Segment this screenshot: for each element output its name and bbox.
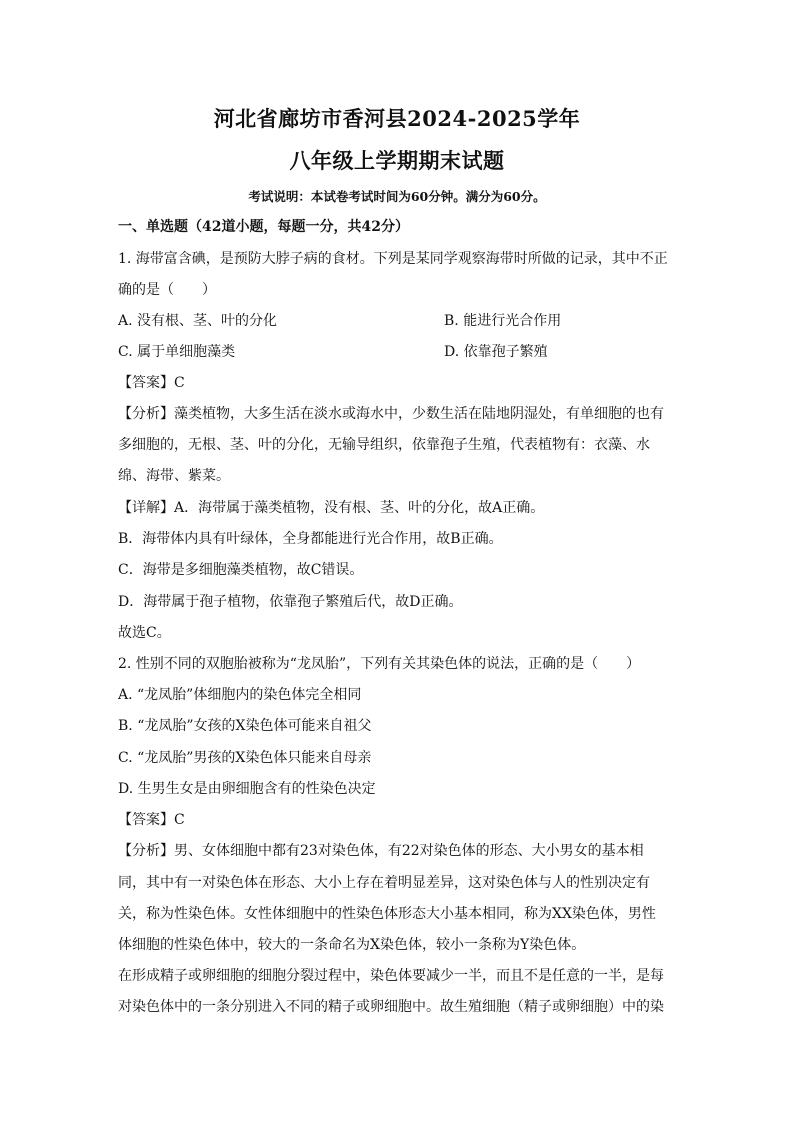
q1-detail-line4: D．海带属于孢子植物，依靠孢子繁殖后代，故D正确。 [118, 594, 463, 610]
q1-answer: 【答案】C [118, 375, 185, 391]
section-heading: 一、单选题（42道小题，每题一分，共42分） [118, 219, 409, 235]
document-title-line1: 河北省廊坊市香河县2024-2025学年 [213, 106, 581, 131]
q1-analysis-line2: 多细胞的，无根、茎、叶的分化，无输导组织，依靠孢子生殖，代表植物有：衣藻、水 [118, 437, 650, 453]
q2-analysis-line1: 【分析】男、女体细胞中都有23对染色体，有22对染色体的形态、大小男女的基本相 [118, 843, 644, 859]
q2-analysis-line2: 同，其中有一对染色体在形态、大小上存在着明显差异，这对染色体与人的性别决定有 [118, 875, 650, 891]
q2-analysis-line3: 关，称为性染色体。女性体细胞中的性染色体形态大小基本相同，称为XX染色体，男性 [118, 906, 656, 922]
q2-answer: 【答案】C [118, 812, 185, 828]
q2-option-c: C. “龙凤胎”男孩的X染色体只能来自母亲 [118, 750, 372, 766]
q2-option-b: B. “龙凤胎”女孩的X染色体可能来自祖父 [118, 718, 372, 734]
q2-option-a: A. “龙凤胎”体细胞内的染色体完全相同 [118, 687, 362, 703]
q1-analysis-line1: 【分析】藻类植物，大多生活在淡水或海水中，少数生活在陆地阴湿处，有单细胞的也有 [118, 406, 664, 422]
q1-option-c: C. 属于单细胞藻类 [118, 344, 236, 360]
q1-conclusion: 故选C。 [118, 625, 171, 641]
q2-option-d: D. 生男生女是由卵细胞含有的性染色决定 [118, 781, 376, 797]
document-title-line2: 八年级上学期期末试题 [289, 148, 505, 173]
q1-stem-line2: 确的是（ ） [118, 282, 216, 298]
exam-note: 考试说明：本试卷考试时间为60分钟。满分为60分。 [248, 189, 546, 204]
q1-detail-line3: C．海带是多细胞藻类植物，故C错误。 [118, 562, 364, 578]
q1-option-d: D. 依靠孢子繁殖 [444, 344, 548, 360]
q2-stem: 2. 性别不同的双胞胎被称为“龙凤胎”，下列有关其染色体的说法，正确的是（ ） [118, 656, 641, 672]
q1-stem-line1: 1. 海带富含碘，是预防大脖子病的食材。下列是某同学观察海带时所做的记录，其中不正 [118, 251, 668, 267]
q1-option-b: B. 能进行光合作用 [444, 313, 562, 329]
q2-analysis-line5: 在形成精子或卵细胞的细胞分裂过程中，染色体要减少一半，而且不是任意的一半，是每 [118, 968, 664, 984]
q1-detail-line2: B．海带体内具有叶绿体，全身都能进行光合作用，故B正确。 [118, 531, 503, 547]
q2-analysis-line6: 对染色体中的一条分别进入不同的精子或卵细胞中。故生殖细胞（精子或卵细胞）中的染 [118, 999, 664, 1015]
q1-detail-line1: 【详解】A．海带属于藻类植物，没有根、茎、叶的分化，故A正确。 [118, 500, 545, 516]
q1-analysis-line3: 绵、海带、紫菜。 [118, 468, 230, 484]
q2-analysis-line4: 体细胞的性染色体中，较大的一条命名为X染色体，较小一条称为Y染色体。 [118, 937, 586, 953]
q1-option-a: A. 没有根、茎、叶的分化 [118, 313, 278, 329]
